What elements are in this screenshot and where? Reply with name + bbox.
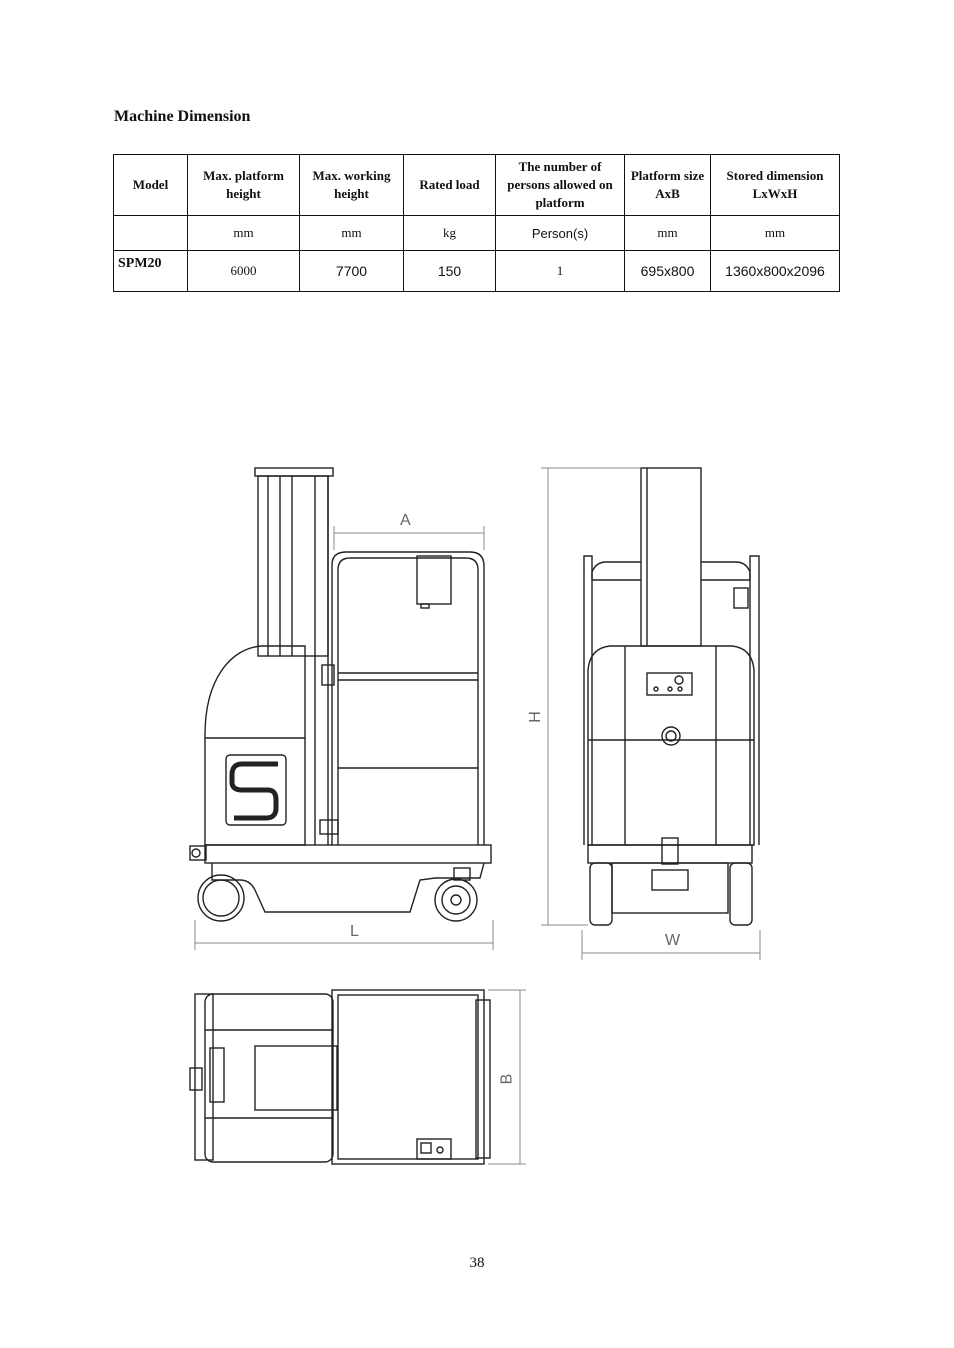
page-number: 38 <box>469 1255 485 1271</box>
dimension-label-w: W <box>665 932 681 949</box>
cell-platform-size: 695x800 <box>625 251 711 292</box>
header-platform-size: Platform size AxB <box>625 155 711 216</box>
top-view <box>190 990 526 1164</box>
header-rated-load: Rated load <box>404 155 496 216</box>
header-stored-dimension: Stored dimension LxWxH <box>711 155 840 216</box>
cell-persons: 1 <box>496 251 625 292</box>
header-persons: The number of persons allowed on platform <box>496 155 625 216</box>
cell-max-platform-height: 6000 <box>188 251 300 292</box>
unit-stored-dimension: mm <box>711 216 840 251</box>
unit-platform-size: mm <box>625 216 711 251</box>
front-view <box>541 468 760 960</box>
header-max-working-height: Max. working height <box>300 155 404 216</box>
unit-max-platform-height: mm <box>188 216 300 251</box>
dimension-label-l: L <box>350 923 359 940</box>
dimension-label-a: A <box>400 512 411 529</box>
cell-rated-load: 150 <box>404 251 496 292</box>
unit-max-working-height: mm <box>300 216 404 251</box>
dimension-label-h: H <box>526 711 544 723</box>
unit-persons: Person(s) <box>496 216 625 251</box>
header-model: Model <box>114 155 188 216</box>
section-title: Machine Dimension <box>114 108 251 125</box>
cell-max-working-height: 7700 <box>300 251 404 292</box>
dimension-label-b: B <box>498 1073 516 1085</box>
side-view <box>190 468 493 950</box>
header-max-platform-height: Max. platform height <box>188 155 300 216</box>
cell-model: SPM20 <box>114 251 188 292</box>
unit-rated-load: kg <box>404 216 496 251</box>
cell-stored-dimension: 1360x800x2096 <box>711 251 840 292</box>
